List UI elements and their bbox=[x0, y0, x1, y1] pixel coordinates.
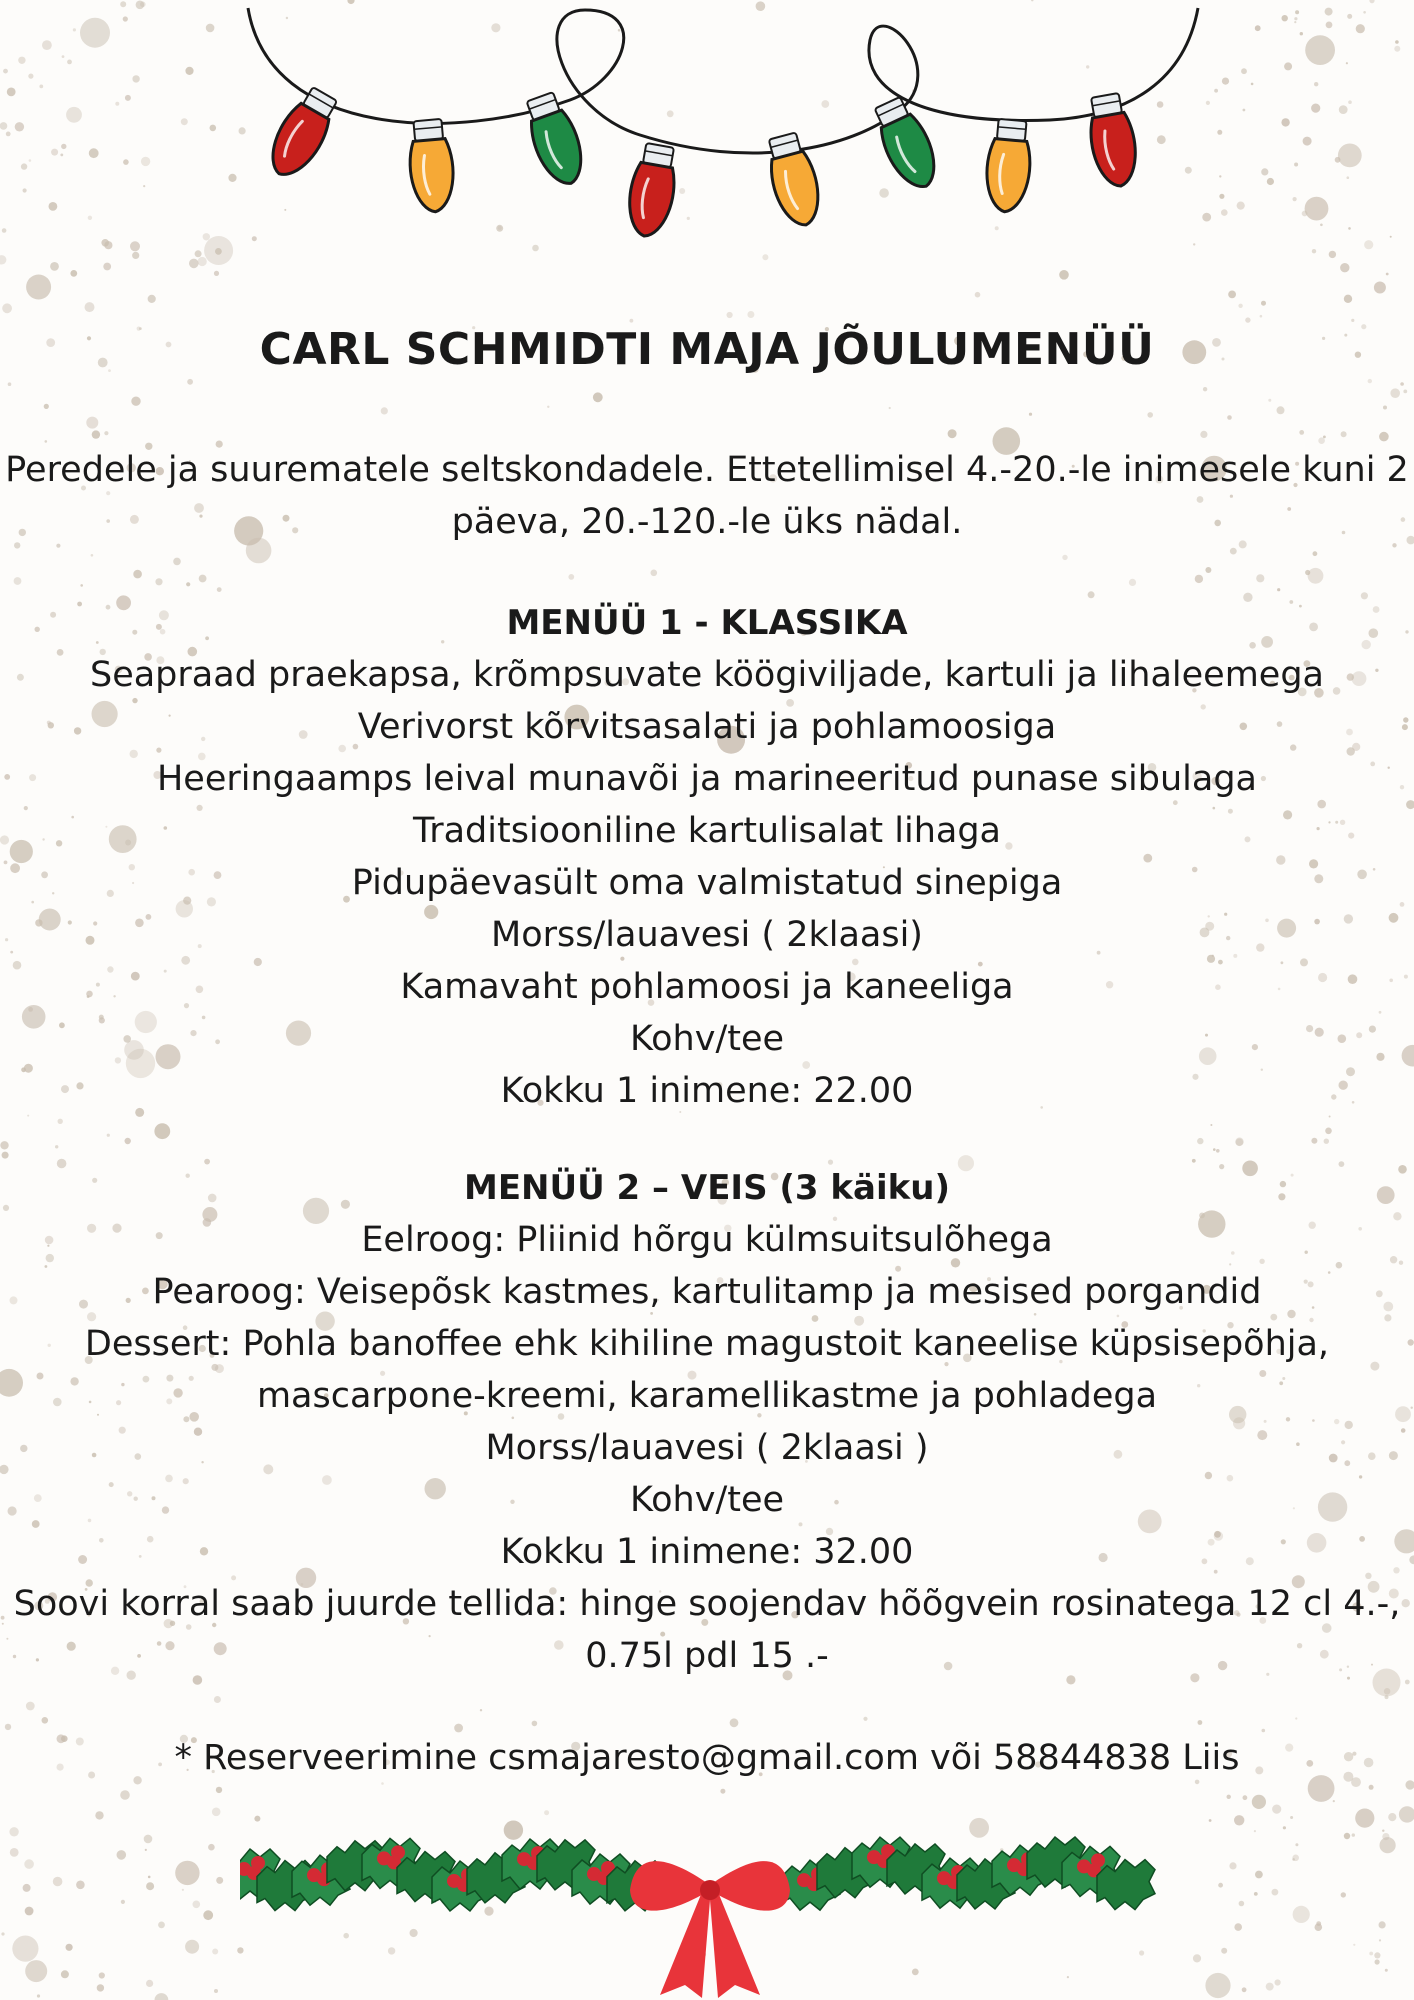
menu-2-section bbox=[0, 1162, 1414, 1682]
menu-1-item: Seapraad praekapsa, krõmpsuvate köögiviljade, kartuli ja lihaleemega bbox=[89, 655, 1324, 695]
page-title: CARL SCHMIDTI MAJA JÕULUMENÜÜ bbox=[259, 324, 1155, 375]
menu-1-item: Kohv/tee bbox=[629, 1019, 785, 1059]
menu-1-item: Pidupäevasült oma valmistatud sinepiga bbox=[351, 863, 1063, 903]
intro-section bbox=[0, 444, 1414, 548]
menu-1-item: Verivorst kõrvitsasalati ja pohlamoosiga bbox=[357, 707, 1057, 747]
lights-wire bbox=[248, 8, 1198, 153]
menu-2-item: Kohv/tee bbox=[629, 1480, 785, 1520]
light-bulb-icon bbox=[261, 83, 344, 184]
menu-2-item: Pearoog: Veisepõsk kastmes, kartulitamp ja mesised porgandid bbox=[152, 1272, 1262, 1312]
menu-2-item: mascarpone-kreemi, karamellikastme ja pohladega bbox=[256, 1376, 1158, 1416]
red-bow-icon bbox=[630, 1861, 790, 1998]
holly-leaf-icon bbox=[1097, 1860, 1155, 1910]
menu-1-item: Morss/lauavesi ( 2klaasi) bbox=[491, 915, 923, 955]
menu-2-extra: 0.75l pdl 15 .- bbox=[585, 1636, 829, 1676]
reservation-section bbox=[0, 1732, 1414, 1784]
menu-1-item: Kamavaht pohlamoosi ja kaneeliga bbox=[400, 967, 1014, 1007]
intro-line-2: päeva, 20.-120.-le üks nädal. bbox=[451, 502, 963, 542]
menu-2-extra: Soovi korral saab juurde tellida: hinge soojendav hõõgvein rosinatega 12 cl 4.-, bbox=[13, 1584, 1401, 1624]
holly-garland-decoration bbox=[240, 1810, 1180, 2000]
menu-1-total: Kokku 1 inimene: 22.00 bbox=[500, 1071, 914, 1111]
intro-line-1: Peredele ja suurematele seltskondadele. Ettetellimisel 4.-20.-le inimesele kuni 2 bbox=[5, 450, 1409, 490]
menu-1-item: Heeringaamps leival munavõi ja marineeritud punase sibulaga bbox=[156, 759, 1258, 799]
light-bulb-icon bbox=[983, 118, 1033, 213]
menu-2-item: Dessert: Pohla banoffee ehk kihiline magustoit kaneelise küpsisepõhja, bbox=[84, 1324, 1330, 1364]
reservation-info: * Reserveerimine csmajaresto@gmail.com või 58844838 Liis bbox=[174, 1738, 1240, 1778]
holly-berry-icon bbox=[391, 1845, 405, 1859]
holly-berry-icon bbox=[1091, 1853, 1105, 1867]
menu-1-heading: MENÜÜ 1 - KLASSIKA bbox=[506, 603, 908, 643]
menu-1-section bbox=[0, 597, 1414, 1117]
light-bulb-icon bbox=[623, 142, 681, 240]
light-bulb-icon bbox=[406, 118, 456, 213]
christmas-lights-decoration bbox=[230, 0, 1210, 290]
light-bulb-icon bbox=[1084, 92, 1142, 190]
menu-1-item: Traditsiooniline kartulisalat lihaga bbox=[412, 811, 1001, 851]
light-bulb-icon bbox=[520, 90, 591, 191]
holly-berry-icon bbox=[251, 1856, 265, 1870]
menu-2-heading: MENÜÜ 2 – VEIS (3 käiku) bbox=[463, 1168, 950, 1208]
menu-2-item: Morss/lauavesi ( 2klaasi ) bbox=[485, 1428, 929, 1468]
menu-2-total: Kokku 1 inimene: 32.00 bbox=[500, 1532, 914, 1572]
menu-2-item: Eelroog: Pliinid hõrgu külmsuitsulõhega bbox=[361, 1220, 1053, 1260]
